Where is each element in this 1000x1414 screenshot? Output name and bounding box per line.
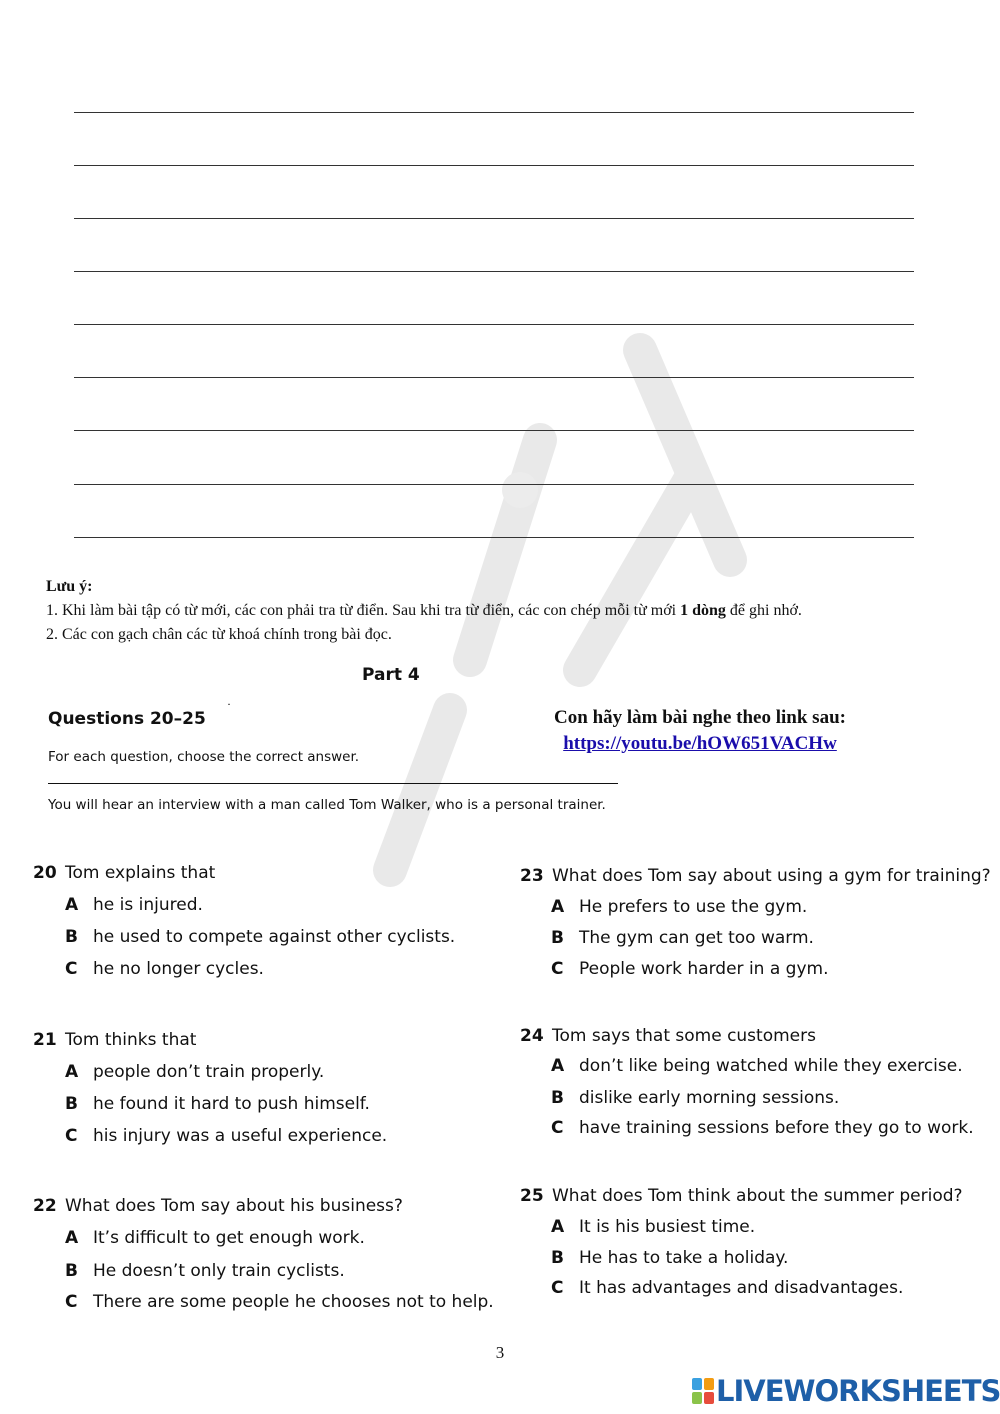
option[interactable]: A people don’t train properly.: [65, 1062, 325, 1082]
questions-range: Questions 20–25: [48, 709, 206, 729]
option[interactable]: A It’s difficult to get enough work.: [65, 1228, 365, 1248]
note-line-1: 1. Khi làm bài tập có từ mới, các con phải tra từ điển. Sau khi tra từ điển, các con chép mỗi từ mới 1 dòng để ghi nhớ.: [46, 602, 802, 619]
option[interactable]: A don’t like being watched while they exercise.: [551, 1056, 963, 1076]
listening-box: [530, 705, 870, 757]
liveworksheets-icon: [692, 1378, 714, 1404]
writing-line: [74, 218, 914, 219]
question-20: 20 Tom explains that: [33, 863, 216, 883]
liveworksheets-logo[interactable]: [692, 1374, 1000, 1408]
option[interactable]: C his injury was a useful experience.: [65, 1126, 388, 1146]
question-21: 21 Tom thinks that: [33, 1030, 197, 1050]
part-title: Part 4: [362, 665, 420, 685]
writing-line: [74, 430, 914, 431]
writing-line: [74, 484, 914, 485]
note-line-2: 2. Các con gạch chân các từ khoá chính trong bài đọc.: [46, 626, 392, 643]
option[interactable]: B The gym can get too warm.: [551, 928, 814, 948]
writing-line: [74, 377, 914, 378]
option[interactable]: C have training sessions before they go to work.: [551, 1118, 974, 1138]
writing-line: [74, 324, 914, 325]
watermark-text: link: [330, 330, 332, 331]
question-22: 22 What does Tom say about his business?: [33, 1196, 403, 1216]
instruction: For each question, choose the correct answer.: [48, 749, 360, 765]
page-number: 3: [495, 1343, 505, 1362]
option[interactable]: C There are some people he chooses not to help.: [65, 1292, 494, 1312]
option[interactable]: C People work harder in a gym.: [551, 959, 829, 979]
writing-line: [74, 112, 914, 113]
option[interactable]: A he is injured.: [65, 895, 203, 915]
question-23: 23 What does Tom say about using a gym for training?: [520, 866, 991, 886]
question-24: 24 Tom says that some customers: [520, 1026, 816, 1046]
note-title: Lưu ý:: [46, 578, 93, 595]
intro-text: You will hear an interview with a man called Tom Walker, who is a personal trainer.: [48, 797, 606, 813]
writing-line: [74, 537, 914, 538]
option[interactable]: B he used to compete against other cyclists.: [65, 927, 456, 947]
divider: [48, 783, 618, 784]
option[interactable]: A It is his busiest time.: [551, 1217, 756, 1237]
option[interactable]: B He has to take a holiday.: [551, 1248, 789, 1268]
tick-mark: ˙: [226, 702, 232, 716]
question-25: 25 What does Tom think about the summer period?: [520, 1186, 963, 1206]
option[interactable]: B he found it hard to push himself.: [65, 1094, 370, 1114]
writing-line: [74, 271, 914, 272]
option[interactable]: A He prefers to use the gym.: [551, 897, 808, 917]
option[interactable]: B He doesn’t only train cyclists.: [65, 1261, 345, 1281]
listening-prompt: Con hãy làm bài nghe theo link sau:: [554, 707, 846, 728]
option[interactable]: C he no longer cycles.: [65, 959, 264, 979]
listening-link[interactable]: https://youtu.be/hOW651VACHw: [563, 733, 837, 754]
option[interactable]: B dislike early morning sessions.: [551, 1088, 840, 1108]
option[interactable]: C It has advantages and disadvantages.: [551, 1278, 904, 1298]
brand-text: LIVEWORKSHEETS: [716, 1374, 1000, 1408]
writing-line: [74, 165, 914, 166]
